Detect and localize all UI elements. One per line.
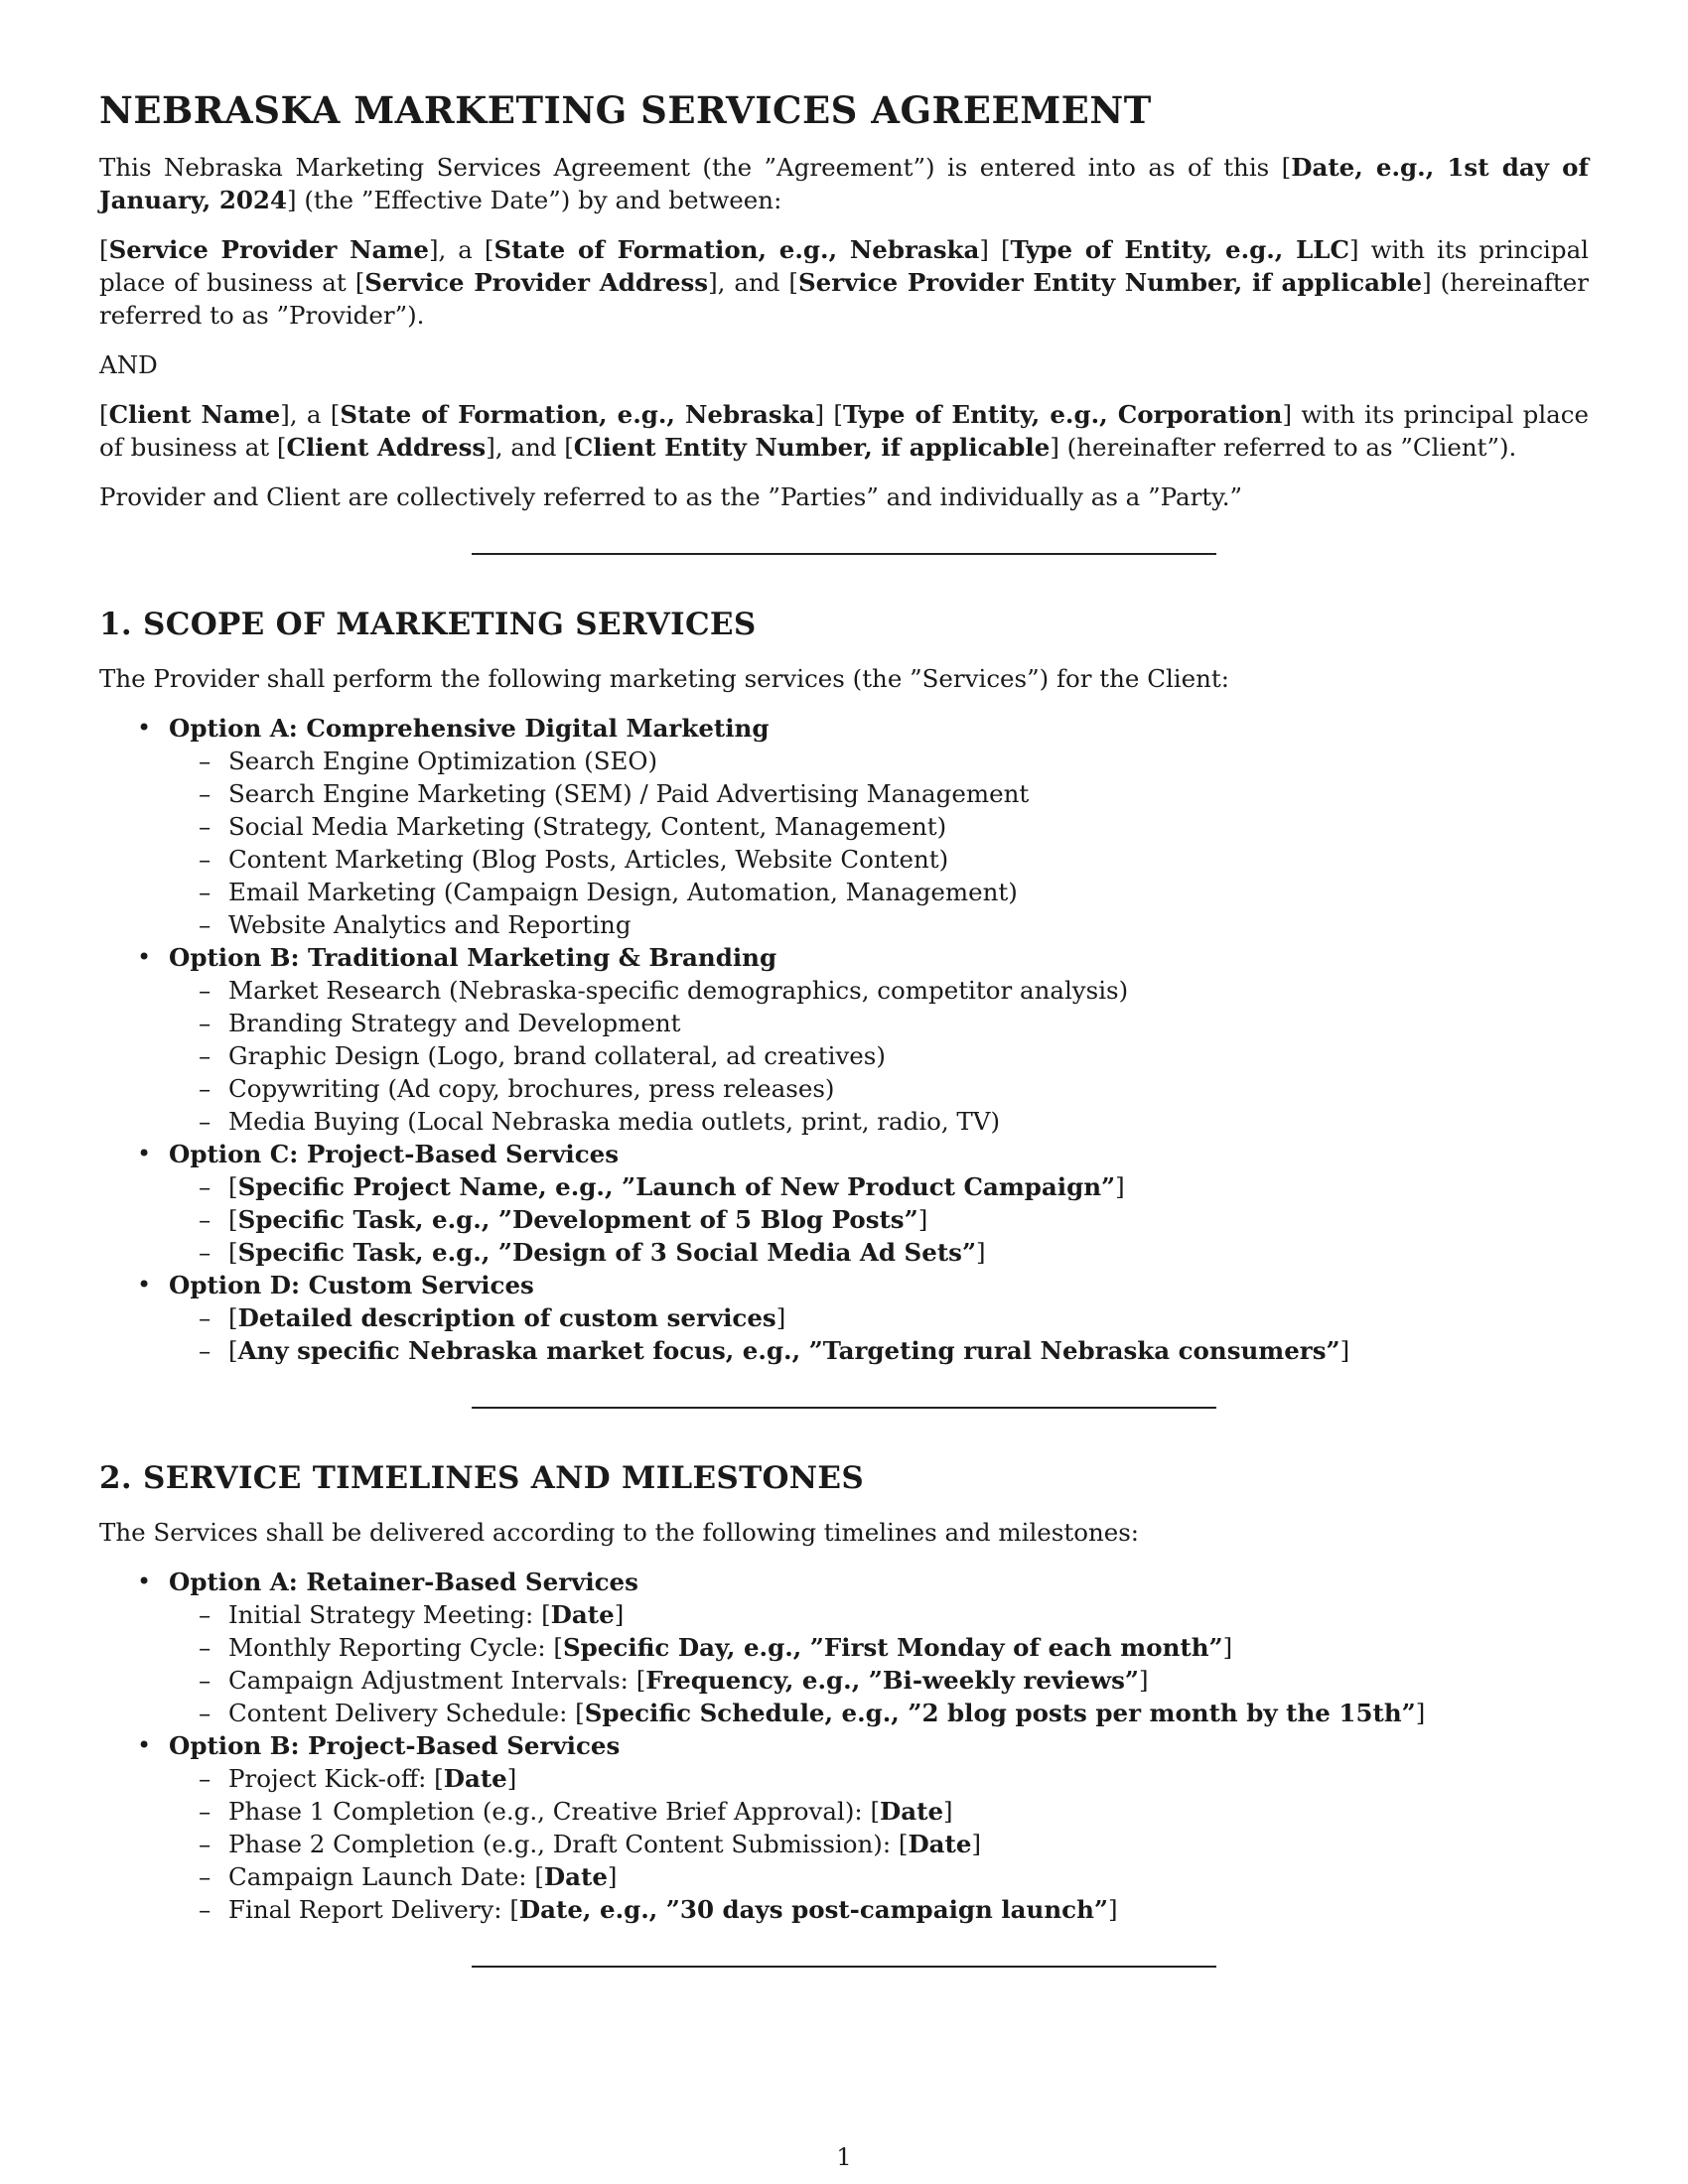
milestone-label: Phase 1 Completion (e.g., Creative Brief Approval): [228, 1797, 871, 1826]
list-item: – Project Kick-off: [Date] [169, 1762, 1589, 1795]
list-item: – Campaign Launch Date: [Date] [169, 1860, 1589, 1893]
option-d-item [99, 1269, 1589, 1367]
intro-paragraph [99, 151, 1589, 216]
milestone-label: Initial Strategy Meeting: [228, 1600, 542, 1629]
effective-date-placeholder: Date, e.g., 1st day of January, 2024 [99, 153, 1589, 214]
section-divider [472, 553, 1216, 555]
client-text: ], a [ [280, 400, 341, 429]
list-item: – Social Media Marketing (Strategy, Content, Management) [169, 810, 1589, 843]
client-text: ], and [ [486, 433, 574, 462]
option-d-title: Option D: Custom Services [169, 1271, 534, 1299]
list-item: – Copywriting (Ad copy, brochures, press releases) [169, 1072, 1589, 1105]
list-item: – Content Marketing (Blog Posts, Articles, Website Content) [169, 843, 1589, 876]
list-item: – Phase 1 Completion (e.g., Creative Brief Approval): [Date] [169, 1795, 1589, 1828]
client-text: [ [99, 400, 109, 429]
milestone-label: Campaign Launch Date: [228, 1862, 535, 1891]
option-c-item [99, 1138, 1589, 1269]
client-text: ] with its principal place of business at [ [99, 400, 1590, 462]
list-item: – Email Marketing (Campaign Design, Automation, Management) [169, 876, 1589, 908]
placeholder-text: Date [443, 1764, 507, 1793]
option-c-title: Option C: Project-Based Services [169, 1140, 620, 1168]
list-item: – Campaign Adjustment Intervals: [Frequency, e.g., ”Bi-weekly reviews”] [169, 1664, 1589, 1697]
option-b-list [169, 1762, 1589, 1926]
client-state-placeholder: State of Formation, e.g., Nebraska [340, 400, 815, 429]
option-b-title: Option B: Traditional Marketing & Branding [169, 943, 777, 972]
placeholder-text: Specific Project Name, e.g., ”Launch of New Product Campaign” [237, 1172, 1116, 1201]
option-b-item [99, 1729, 1589, 1926]
milestone-label: Campaign Adjustment Intervals: [228, 1666, 636, 1695]
list-item: – Phase 2 Completion (e.g., Draft Content Submission): [Date] [169, 1828, 1589, 1860]
provider-state-placeholder: State of Formation, e.g., Nebraska [493, 235, 980, 264]
list-item: – Graphic Design (Logo, brand collateral, ad creatives) [169, 1039, 1589, 1072]
intro-text-1: This Nebraska Marketing Services Agreement (the ”Agreement”) is entered into as of this [ [99, 153, 1292, 182]
section-2-options [99, 1566, 1589, 1926]
section-divider [472, 1966, 1216, 1968]
provider-name-placeholder: Service Provider Name [108, 235, 429, 264]
list-item: – [Detailed description of custom services] [169, 1301, 1589, 1334]
placeholder-text: Date [543, 1862, 608, 1891]
placeholder-text: Date, e.g., ”30 days post-campaign launch” [518, 1895, 1108, 1924]
option-c-list [169, 1170, 1589, 1269]
provider-entity-type-placeholder: Type of Entity, e.g., LLC [1010, 235, 1350, 264]
milestone-label: Monthly Reporting Cycle: [228, 1633, 554, 1662]
provider-address-placeholder: Service Provider Address [364, 268, 709, 297]
client-entity-type-placeholder: Type of Entity, e.g., Corporation [842, 400, 1283, 429]
list-item: – [Specific Project Name, e.g., ”Launch of New Product Campaign”] [169, 1170, 1589, 1203]
provider-text: ] [ [979, 235, 1011, 264]
option-b-item [99, 941, 1589, 1138]
option-a-item [99, 1566, 1589, 1729]
list-item: – Branding Strategy and Development [169, 1007, 1589, 1039]
list-item: – [Any specific Nebraska market focus, e.g., ”Targeting rural Nebraska consumers”] [169, 1334, 1589, 1367]
list-item: – [Specific Task, e.g., ”Development of 5 Blog Posts”] [169, 1203, 1589, 1236]
placeholder-text: Date [550, 1600, 615, 1629]
placeholder-text: Specific Task, e.g., ”Development of 5 Blog Posts” [237, 1205, 918, 1234]
client-paragraph [99, 398, 1589, 464]
section-1-intro: The Provider shall perform the following marketing services (the ”Services”) for the Client: [99, 664, 1230, 693]
milestone-label: Phase 2 Completion (e.g., Draft Content Submission): [228, 1830, 899, 1858]
list-item: – [Specific Task, e.g., ”Design of 3 Social Media Ad Sets”] [169, 1236, 1589, 1269]
client-text: ] (hereinafter referred to as ”Client”). [1050, 433, 1517, 462]
placeholder-text: Specific Task, e.g., ”Design of 3 Social Media Ad Sets” [237, 1238, 977, 1267]
provider-entity-number-placeholder: Service Provider Entity Number, if applicable [797, 268, 1423, 297]
placeholder-text: Specific Day, e.g., ”First Monday of each month” [562, 1633, 1223, 1662]
provider-text: ], a [ [428, 235, 494, 264]
provider-paragraph [99, 233, 1589, 332]
option-a-title: Option A: Comprehensive Digital Marketing [169, 714, 770, 743]
section-1-heading: 1. SCOPE OF MARKETING SERVICES [99, 607, 757, 642]
placeholder-text: Specific Schedule, e.g., ”2 blog posts per month by the 15th” [584, 1699, 1416, 1727]
section-divider [472, 1407, 1216, 1409]
client-entity-number-placeholder: Client Entity Number, if applicable [573, 433, 1051, 462]
milestone-label: Content Delivery Schedule: [228, 1699, 576, 1727]
placeholder-text: Detailed description of custom services [237, 1303, 776, 1332]
placeholder-text: Date [908, 1830, 972, 1858]
provider-text: ] (hereinafter referred to as ”Provider”). [99, 268, 1589, 330]
milestone-label: Final Report Delivery: [228, 1895, 510, 1924]
list-item: – Market Research (Nebraska-specific demographics, competitor analysis) [169, 974, 1589, 1007]
list-item: – Final Report Delivery: [Date, e.g., ”30 days post-campaign launch”] [169, 1893, 1589, 1926]
provider-text: [ [99, 235, 109, 264]
option-a-title: Option A: Retainer-Based Services [169, 1568, 638, 1596]
placeholder-text: Any specific Nebraska market focus, e.g., ”Targeting rural Nebraska consumers” [237, 1336, 1340, 1365]
page-number: 1 [836, 2143, 852, 2171]
option-a-list [169, 745, 1589, 941]
client-name-placeholder: Client Name [108, 400, 281, 429]
list-item: – Initial Strategy Meeting: [Date] [169, 1598, 1589, 1631]
option-b-title: Option B: Project-Based Services [169, 1731, 621, 1760]
document-title: NEBRASKA MARKETING SERVICES AGREEMENT [99, 88, 1152, 132]
option-a-list [169, 1598, 1589, 1729]
and-separator: AND [99, 350, 158, 379]
document-page [99, 87, 1589, 2017]
section-2-heading: 2. SERVICE TIMELINES AND MILESTONES [99, 1460, 865, 1496]
placeholder-text: Date [880, 1797, 944, 1826]
option-a-item [99, 712, 1589, 941]
provider-text: ], and [ [708, 268, 798, 297]
client-text: ] [ [814, 400, 843, 429]
milestone-label: Project Kick-off: [228, 1764, 435, 1793]
section-1-options [99, 712, 1589, 1367]
list-item: – Search Engine Marketing (SEM) / Paid Advertising Management [169, 777, 1589, 810]
list-item: – Content Delivery Schedule: [Specific Schedule, e.g., ”2 blog posts per month by the 15th”] [169, 1697, 1589, 1729]
option-b-list [169, 974, 1589, 1138]
option-d-list [169, 1301, 1589, 1367]
list-item: – Search Engine Optimization (SEO) [169, 745, 1589, 777]
provider-text: ] with its principal place of business at [ [99, 235, 1590, 297]
section-2-intro: The Services shall be delivered according to the following timelines and milestones: [99, 1518, 1140, 1547]
parties-paragraph: Provider and Client are collectively referred to as the ”Parties” and individually as a ”Party.” [99, 482, 1243, 511]
list-item: – Monthly Reporting Cycle: [Specific Day, e.g., ”First Monday of each month”] [169, 1631, 1589, 1664]
intro-text-2: ] (the ”Effective Date”) by and between: [287, 186, 782, 214]
list-item: – Website Analytics and Reporting [169, 908, 1589, 941]
client-address-placeholder: Client Address [286, 433, 487, 462]
placeholder-text: Frequency, e.g., ”Bi-weekly reviews” [645, 1666, 1139, 1695]
list-item: – Media Buying (Local Nebraska media outlets, print, radio, TV) [169, 1105, 1589, 1138]
